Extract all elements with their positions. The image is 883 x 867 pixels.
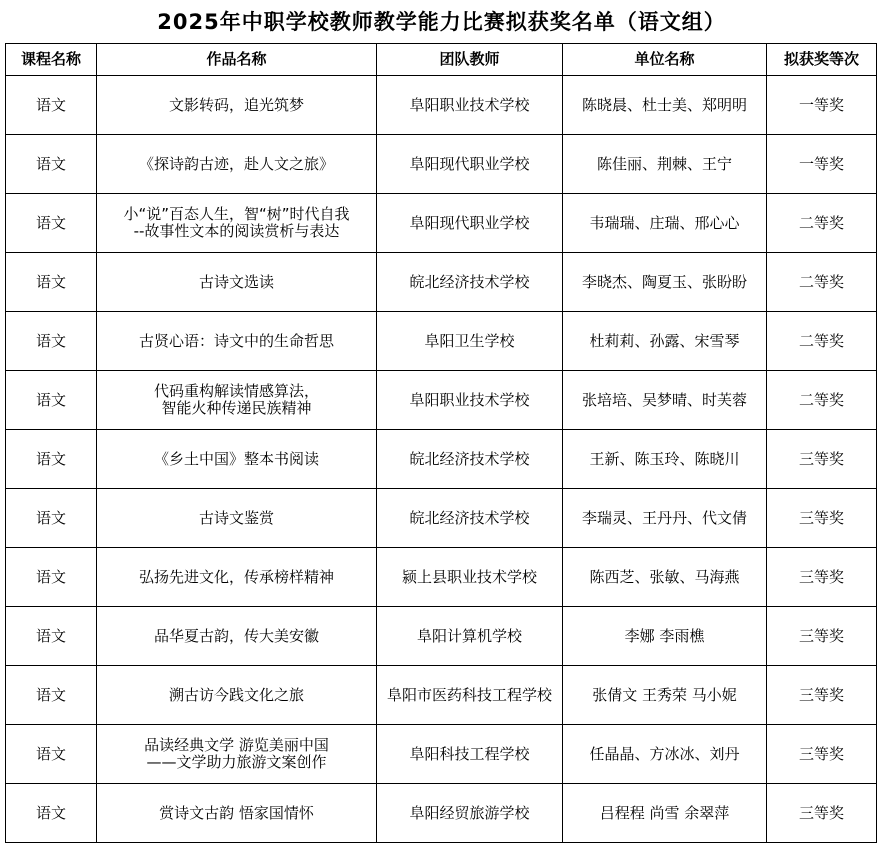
header-unit: 单位名称 — [563, 44, 767, 76]
table-row — [6, 430, 877, 489]
table-row — [6, 666, 877, 725]
work-title-cell: 小“说”百态人生，智“树”时代自我 --故事性文本的阅读赏析与表达 — [97, 194, 377, 253]
table-row — [6, 194, 877, 253]
award-cell: 三等奖 — [767, 607, 877, 666]
award-cell: 二等奖 — [767, 312, 877, 371]
work-title-cell: 古贤心语：诗文中的生命哲思 — [97, 312, 377, 371]
course-cell: 语文 — [6, 489, 97, 548]
award-cell: 二等奖 — [767, 253, 877, 312]
table-row — [6, 253, 877, 312]
work-title-cell: 赏诗文古韵 悟家国情怀 — [97, 784, 377, 843]
award-table — [5, 43, 877, 843]
award-cell: 三等奖 — [767, 430, 877, 489]
unit-cell: 任晶晶、方冰冰、刘丹 — [563, 725, 767, 784]
course-cell: 语文 — [6, 666, 97, 725]
team-cell: 皖北经济技术学校 — [377, 253, 563, 312]
unit-cell: 陈西芝、张敏、马海燕 — [563, 548, 767, 607]
header-course: 课程名称 — [6, 44, 97, 76]
header-work: 作品名称 — [97, 44, 377, 76]
unit-cell: 李娜 李雨樵 — [563, 607, 767, 666]
award-cell: 三等奖 — [767, 725, 877, 784]
table-row — [6, 489, 877, 548]
work-title-cell: 古诗文选读 — [97, 253, 377, 312]
unit-cell: 李晓杰、陶夏玉、张盼盼 — [563, 253, 767, 312]
award-cell: 三等奖 — [767, 666, 877, 725]
table-row — [6, 76, 877, 135]
unit-cell: 陈佳丽、荆棘、王宁 — [563, 135, 767, 194]
team-cell: 阜阳现代职业学校 — [377, 194, 563, 253]
document-title: 2025年中职学校教师教学能力比赛拟获奖名单（语文组） — [157, 10, 726, 34]
course-cell: 语文 — [6, 548, 97, 607]
course-cell: 语文 — [6, 784, 97, 843]
unit-cell: 杜莉莉、孙露、宋雪琴 — [563, 312, 767, 371]
header-row — [6, 44, 877, 76]
award-cell: 一等奖 — [767, 76, 877, 135]
table-row — [6, 312, 877, 371]
header-award: 拟获奖等次 — [767, 44, 877, 76]
award-cell: 三等奖 — [767, 489, 877, 548]
work-title-cell: 《乡土中国》整本书阅读 — [97, 430, 377, 489]
course-cell: 语文 — [6, 371, 97, 430]
table-row — [6, 135, 877, 194]
unit-cell: 韦瑞瑞、庄瑞、邢心心 — [563, 194, 767, 253]
work-title-cell: 品华夏古韵，传大美安徽 — [97, 607, 377, 666]
course-cell: 语文 — [6, 76, 97, 135]
unit-cell: 张培培、吴梦晴、时芙蓉 — [563, 371, 767, 430]
work-title-cell: 古诗文鉴赏 — [97, 489, 377, 548]
work-title-cell: 《探诗韵古迹，赴人文之旅》 — [97, 135, 377, 194]
team-cell: 阜阳经贸旅游学校 — [377, 784, 563, 843]
course-cell: 语文 — [6, 312, 97, 371]
team-cell: 颍上县职业技术学校 — [377, 548, 563, 607]
team-cell: 皖北经济技术学校 — [377, 489, 563, 548]
course-cell: 语文 — [6, 725, 97, 784]
table-row — [6, 725, 877, 784]
unit-cell: 张倩文 王秀荣 马小妮 — [563, 666, 767, 725]
unit-cell: 李瑞灵、王丹丹、代文倩 — [563, 489, 767, 548]
team-cell: 阜阳计算机学校 — [377, 607, 563, 666]
team-cell: 皖北经济技术学校 — [377, 430, 563, 489]
work-title-cell: 文影转码，追光筑梦 — [97, 76, 377, 135]
table-row — [6, 548, 877, 607]
team-cell: 阜阳市医药科技工程学校 — [377, 666, 563, 725]
team-cell: 阜阳卫生学校 — [377, 312, 563, 371]
award-cell: 一等奖 — [767, 135, 877, 194]
award-cell: 二等奖 — [767, 194, 877, 253]
award-cell: 三等奖 — [767, 548, 877, 607]
team-cell: 阜阳科技工程学校 — [377, 725, 563, 784]
work-title-cell: 代码重构解读情感算法， 智能火种传递民族精神 — [97, 371, 377, 430]
table-row — [6, 784, 877, 843]
table-row — [6, 607, 877, 666]
work-title-cell: 溯古访今践文化之旅 — [97, 666, 377, 725]
course-cell: 语文 — [6, 194, 97, 253]
team-cell: 阜阳职业技术学校 — [377, 76, 563, 135]
unit-cell: 王新、陈玉玲、陈晓川 — [563, 430, 767, 489]
table-body — [6, 76, 877, 843]
award-cell: 二等奖 — [767, 371, 877, 430]
header-team: 团队教师 — [377, 44, 563, 76]
team-cell: 阜阳现代职业学校 — [377, 135, 563, 194]
course-cell: 语文 — [6, 430, 97, 489]
unit-cell: 陈晓晨、杜士美、郑明明 — [563, 76, 767, 135]
work-title-cell: 弘扬先进文化，传承榜样精神 — [97, 548, 377, 607]
table-row — [6, 371, 877, 430]
course-cell: 语文 — [6, 607, 97, 666]
course-cell: 语文 — [6, 253, 97, 312]
unit-cell: 吕程程 尚雪 余翠萍 — [563, 784, 767, 843]
award-cell: 三等奖 — [767, 784, 877, 843]
course-cell: 语文 — [6, 135, 97, 194]
work-title-cell: 品读经典文学 游览美丽中国 ——文学助力旅游文案创作 — [97, 725, 377, 784]
team-cell: 阜阳职业技术学校 — [377, 371, 563, 430]
